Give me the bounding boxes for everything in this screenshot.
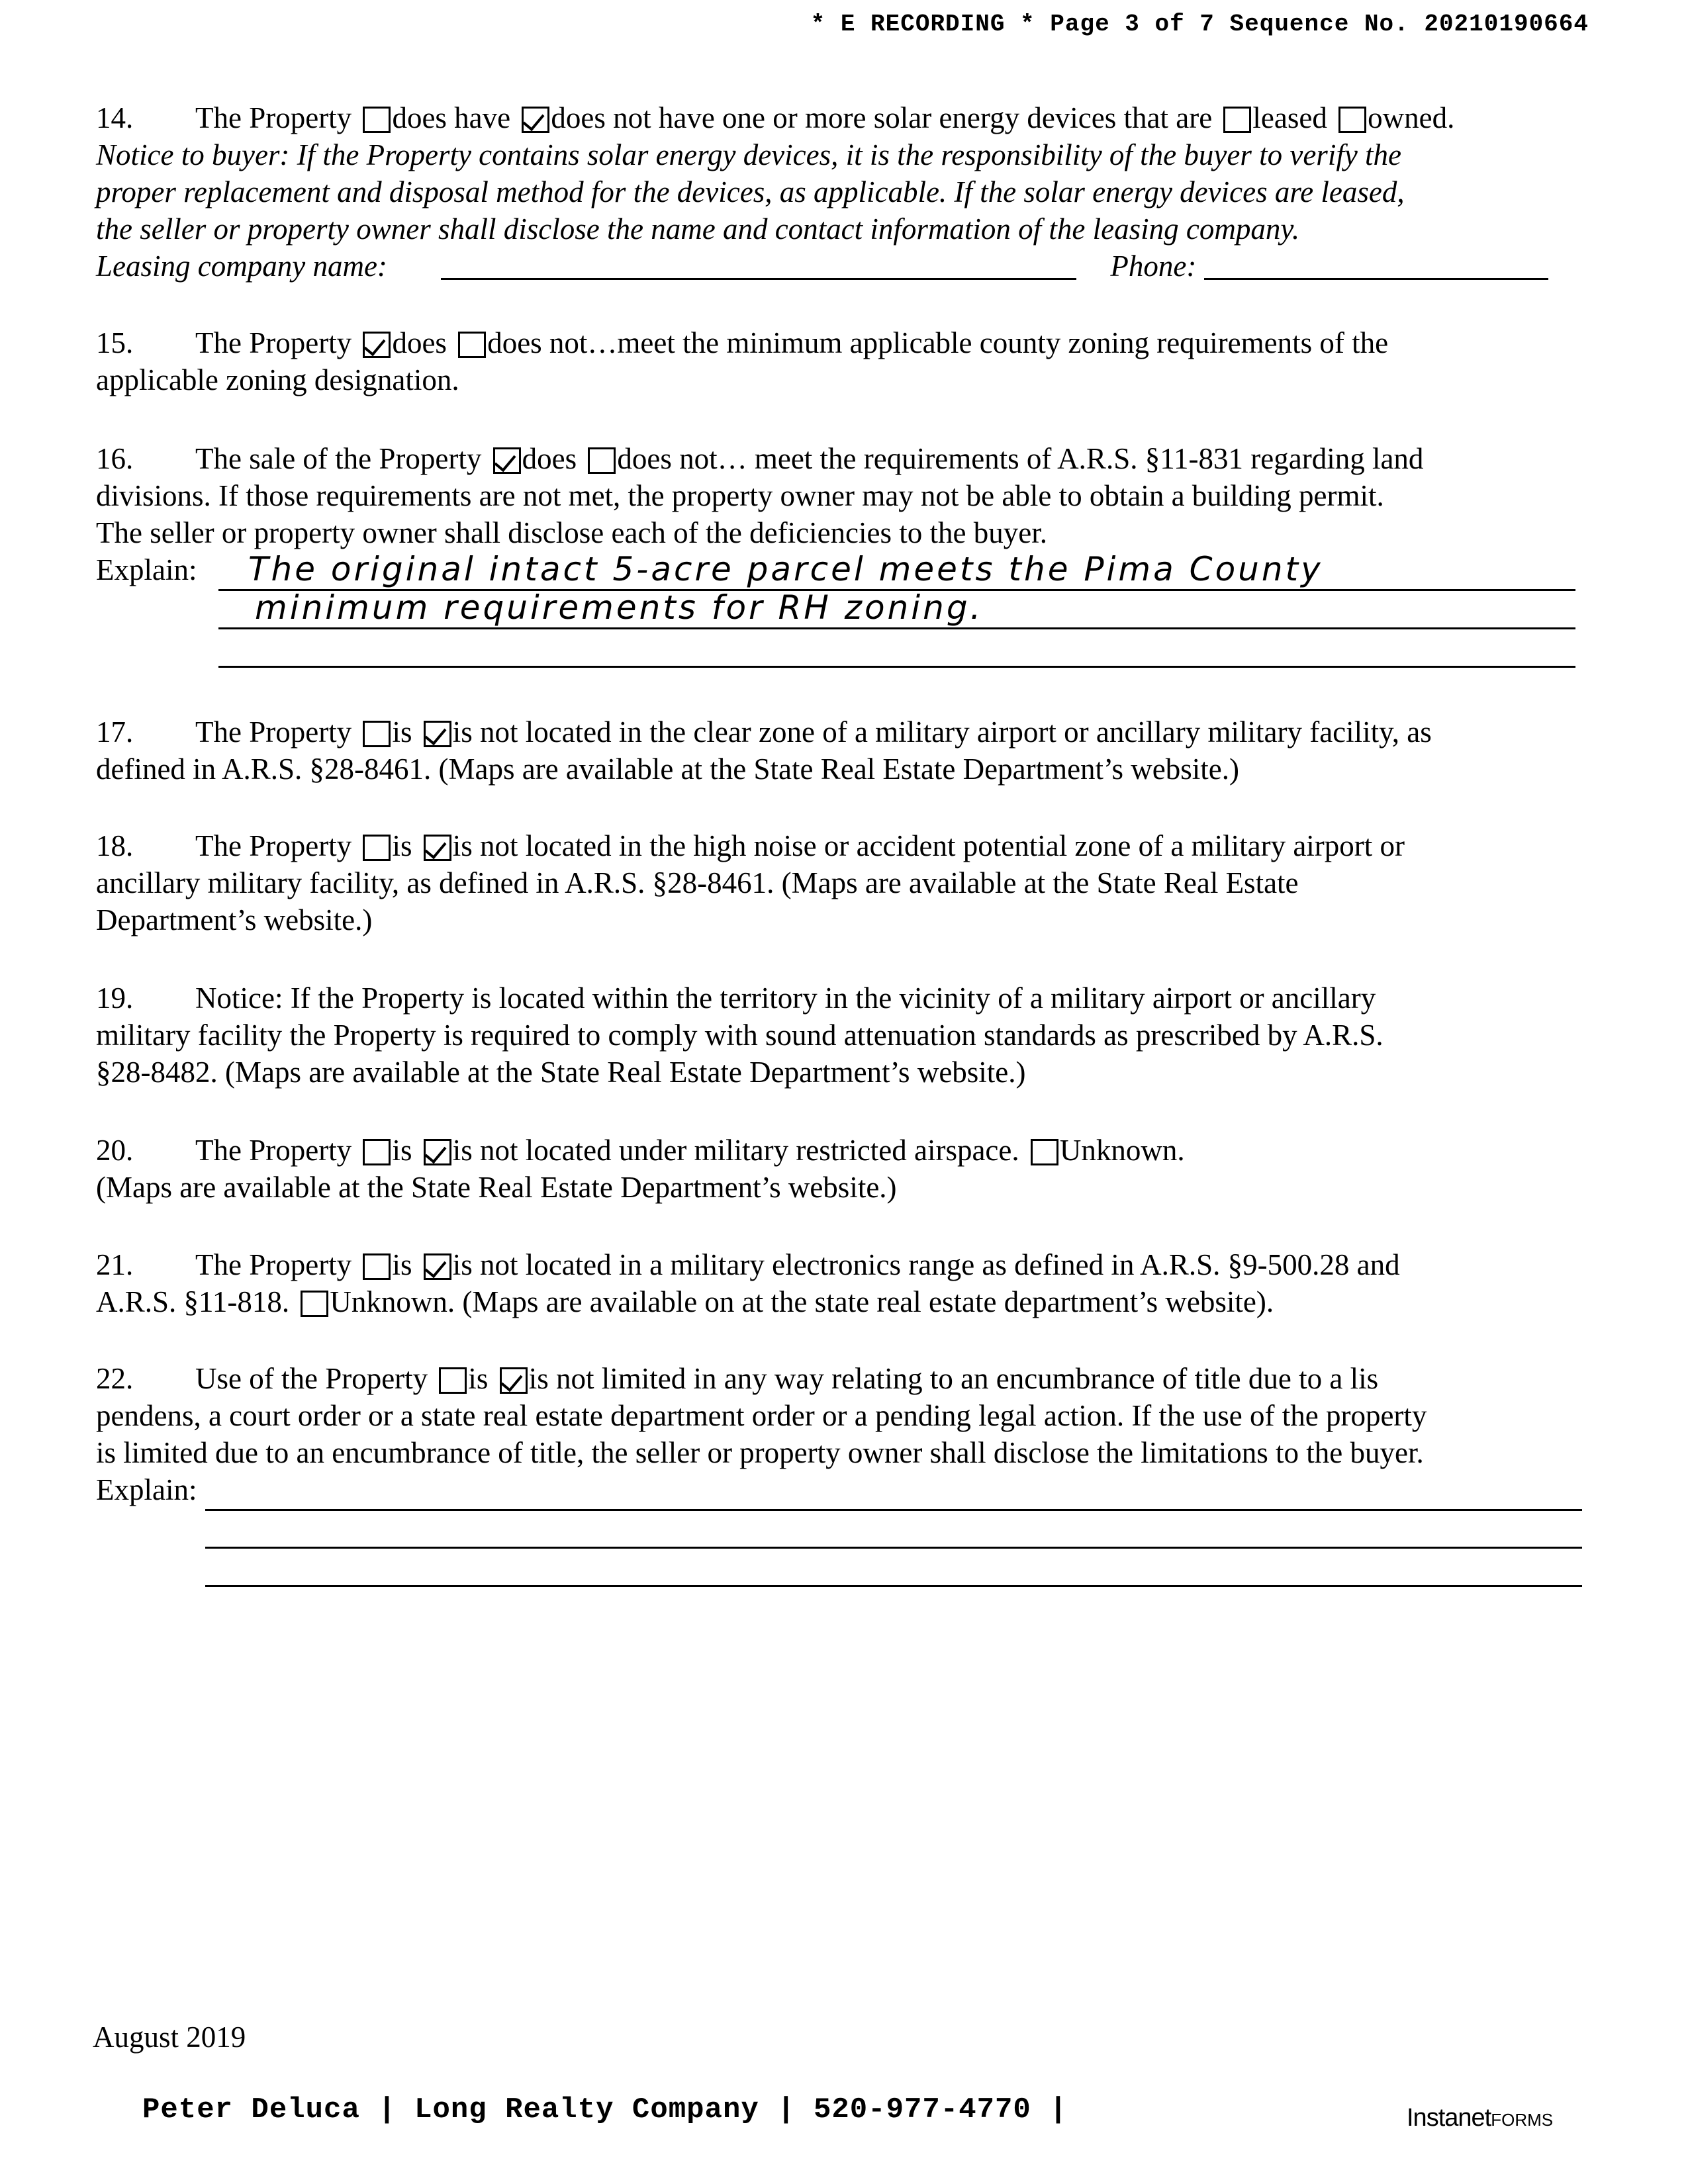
item-19 xyxy=(96,979,1569,1091)
item-text: ancillary military facility, as defined in A.R.S. §28-8461. (Maps are available at the State Real Estate xyxy=(96,866,1299,899)
item-text: The Property xyxy=(195,715,352,749)
option-label: is xyxy=(468,1362,489,1395)
item-text: divisions. If those requirements are not met, the property owner may not be able to obtain a building permit. xyxy=(96,479,1384,512)
item-number: 16. xyxy=(96,442,134,475)
notice-line: proper replacement and disposal method for the devices, as applicable. If the solar energy devices are leased, xyxy=(96,175,1405,208)
checkbox-is-not[interactable] xyxy=(424,1253,451,1280)
checkbox-owned[interactable] xyxy=(1338,107,1366,133)
notice-line: the seller or property owner shall disclose the name and contact information of the leasing company. xyxy=(96,212,1300,246)
option-label: does have xyxy=(392,101,511,134)
item-text: The Property xyxy=(195,326,352,359)
option-label: is not located in a military electronics range as defined in A.R.S. §9-500.28 and xyxy=(452,1248,1400,1281)
option-label: is not located in the high noise or accident potential zone of a military airport or xyxy=(452,829,1405,862)
item-text: The sale of the Property xyxy=(195,442,482,475)
checkbox-does[interactable] xyxy=(363,332,391,358)
item-text: Department’s website.) xyxy=(96,903,373,936)
instanet-forms-logo xyxy=(1407,2099,1553,2138)
option-label: is not limited in any way relating to an encumbrance of title due to a lis xyxy=(528,1362,1379,1395)
item-20 xyxy=(96,1132,1569,1206)
checkbox-is[interactable] xyxy=(363,721,391,747)
option-label: is xyxy=(392,1134,412,1167)
handwritten-explanation: The original intact 5-acre parcel meets the Pima County xyxy=(248,550,1323,588)
checkbox-does-have[interactable] xyxy=(363,107,391,133)
logo-text: Instanet xyxy=(1407,2104,1491,2132)
handwritten-explanation: minimum requirements for RH zoning. xyxy=(255,588,984,627)
item-22 xyxy=(96,1360,1569,1508)
item-14 xyxy=(96,99,1569,285)
option-label: does xyxy=(522,442,577,475)
option-label: is xyxy=(392,715,412,749)
option-label: Unknown. xyxy=(1059,1134,1185,1167)
form-date: August 2019 xyxy=(93,2021,246,2054)
logo-text: FORMS xyxy=(1491,2110,1554,2130)
leasing-company-field[interactable] xyxy=(441,249,1076,280)
item-number: 17. xyxy=(96,715,134,749)
checkbox-unknown[interactable] xyxy=(301,1291,328,1317)
item-number: 14. xyxy=(96,101,134,134)
item-18 xyxy=(96,827,1569,938)
item-21 xyxy=(96,1246,1569,1320)
checkbox-does-not-have[interactable] xyxy=(522,107,549,133)
item-text: military facility the Property is required to comply with sound attenuation standards as prescribed by A.R.S. xyxy=(96,1019,1383,1052)
item-number: 22. xyxy=(96,1362,134,1395)
checkbox-is-not[interactable] xyxy=(424,835,451,861)
item-text: applicable zoning designation. xyxy=(96,363,459,396)
checkbox-does[interactable] xyxy=(493,447,521,474)
option-label: is not located in the clear zone of a military airport or ancillary military facility, as xyxy=(452,715,1432,749)
explain-line[interactable] xyxy=(205,1509,1582,1511)
checkbox-is[interactable] xyxy=(439,1367,467,1394)
item-text: §28-8482. (Maps are available at the State Real Estate Department’s website.) xyxy=(96,1056,1026,1089)
recording-header: * E RECORDING * Page 3 of 7 Sequence No. 20210190664 xyxy=(810,11,1589,38)
checkbox-is-not[interactable] xyxy=(424,1139,451,1165)
option-label: is not located under military restricted airspace. xyxy=(452,1134,1019,1167)
item-text: is limited due to an encumbrance of title, the seller or property owner shall disclose the limitations to the buyer. xyxy=(96,1436,1424,1469)
item-text: The Property xyxy=(195,101,352,134)
item-17 xyxy=(96,713,1569,788)
explain-line[interactable] xyxy=(205,1585,1582,1587)
option-label: does not… meet the requirements of A.R.S. §11-831 regarding land xyxy=(617,442,1424,475)
item-text: Notice: If the Property is located within the territory in the vicinity of a military airport or ancillary xyxy=(195,981,1376,1015)
phone-field[interactable] xyxy=(1204,249,1548,280)
checkbox-does-not[interactable] xyxy=(588,447,616,474)
option-label: Unknown. (Maps are available on at the state real estate department’s website). xyxy=(330,1285,1274,1318)
item-text: (Maps are available at the State Real Estate Department’s website.) xyxy=(96,1171,897,1204)
item-text: defined in A.R.S. §28-8461. (Maps are available at the State Real Estate Department’s website.) xyxy=(96,752,1240,786)
item-text: The Property xyxy=(195,829,352,862)
checkbox-unknown[interactable] xyxy=(1031,1139,1058,1165)
item-number: 15. xyxy=(96,326,134,359)
option-label: does xyxy=(392,326,447,359)
option-label: leased xyxy=(1252,101,1327,134)
item-15 xyxy=(96,324,1569,398)
explain-line[interactable] xyxy=(218,627,1575,629)
agent-info: Peter Deluca | Long Realty Company | 520-977-4770 | xyxy=(142,2093,1068,2126)
item-text: A.R.S. §11-818. xyxy=(96,1285,290,1318)
item-number: 18. xyxy=(96,829,134,862)
item-number: 20. xyxy=(96,1134,134,1167)
checkbox-is[interactable] xyxy=(363,835,391,861)
item-text: The Property xyxy=(195,1248,352,1281)
explain-line[interactable] xyxy=(218,666,1575,668)
checkbox-is-not[interactable] xyxy=(500,1367,528,1394)
checkbox-is[interactable] xyxy=(363,1139,391,1165)
notice-line: Notice to buyer: If the Property contains solar energy devices, it is the responsibility of the buyer to verify the xyxy=(96,138,1402,171)
explain-label: Explain: xyxy=(96,553,197,586)
explain-line[interactable] xyxy=(205,1547,1582,1549)
item-text: The Property xyxy=(195,1134,352,1167)
option-label: does not have one or more solar energy devices that are xyxy=(551,101,1213,134)
option-label: is xyxy=(392,829,412,862)
checkbox-is[interactable] xyxy=(363,1253,391,1280)
option-label: owned. xyxy=(1368,101,1455,134)
checkbox-is-not[interactable] xyxy=(424,721,451,747)
leasing-company-label: Leasing company name: xyxy=(96,250,387,283)
option-label: does not…meet the minimum applicable county zoning requirements of the xyxy=(487,326,1389,359)
item-number: 19. xyxy=(96,981,134,1015)
item-text: Use of the Property xyxy=(195,1362,428,1395)
phone-label: Phone: xyxy=(1110,250,1197,283)
checkbox-does-not[interactable] xyxy=(458,332,486,358)
option-label: is xyxy=(392,1248,412,1281)
item-number: 21. xyxy=(96,1248,134,1281)
checkbox-leased[interactable] xyxy=(1223,107,1251,133)
item-text: The seller or property owner shall disclose each of the deficiencies to the buyer. xyxy=(96,516,1047,549)
explain-label: Explain: xyxy=(96,1473,197,1506)
item-text: pendens, a court order or a state real estate department order or a pending legal action. If the use of the property xyxy=(96,1399,1427,1432)
